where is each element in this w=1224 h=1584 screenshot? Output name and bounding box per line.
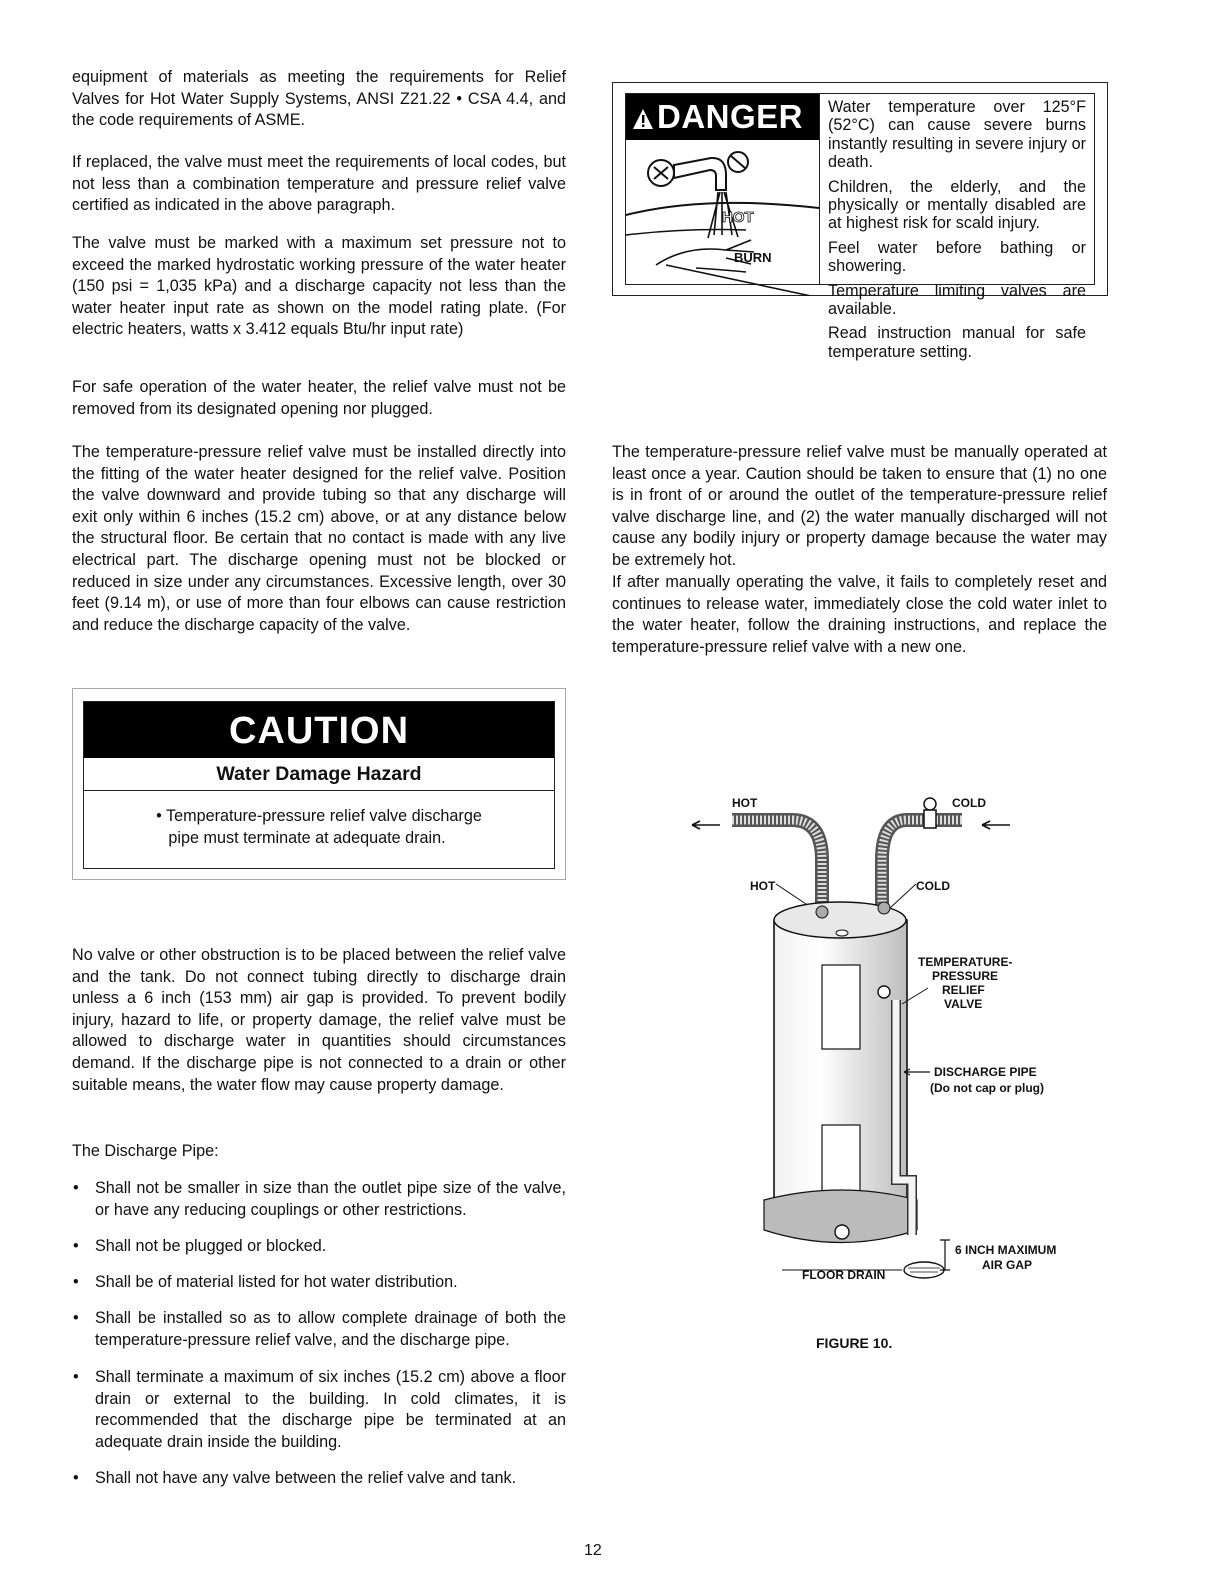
tpr-valve-label: PRESSURE	[932, 969, 999, 983]
discharge-pipe-heading: The Discharge Pipe:	[72, 1142, 219, 1160]
list-item: • Shall not have any valve between the relief valve and tank.	[72, 1468, 566, 1490]
hot-word: HOT	[722, 209, 754, 226]
figure-caption: FIGURE 10.	[816, 1335, 893, 1351]
cold-connection-label: COLD	[916, 879, 950, 893]
air-gap-label: AIR GAP	[982, 1258, 1033, 1272]
caution-body	[84, 791, 554, 849]
bullet-dot: •	[73, 1237, 79, 1255]
paragraph-replacement: If replaced, the valve must meet the requirements of local codes, but not less than a combination temperature and pressure relief valve certified as indicated in the above paragraph.	[72, 153, 566, 215]
caution-heading: CAUTION	[84, 702, 554, 758]
danger-message	[819, 94, 1094, 361]
paragraph-set-pressure: The valve must be marked with a maximum set pressure not to exceed the marked hydrostatic working pressure of the water heater (150 psi = 1,035 kPa) and a discharge capacity not less than the water heater input rate as shown on the model rating plate. (For electric heaters, watts x 3.412 equals Btu/hr input rate)	[72, 234, 566, 339]
danger-line: Read instruction manual for safe temperature setting.	[828, 324, 1086, 361]
bullet-dot: •	[73, 1469, 79, 1487]
bullet-dot: •	[73, 1309, 79, 1327]
discharge-pipe-label: DISCHARGE PIPE	[934, 1065, 1037, 1079]
caution-label	[72, 688, 566, 880]
list-item: • Shall not be plugged or blocked.	[72, 1236, 566, 1258]
caution-line: pipe must terminate at adequate drain.	[168, 828, 446, 847]
danger-line: Children, the elderly, and the physically or mentally disabled are at highest risk for scald injury.	[828, 177, 1086, 233]
danger-line: Water temperature over 125°F (52°C) can cause severe burns instantly resulting in severe injury or death.	[828, 98, 1086, 172]
danger-label	[612, 82, 1108, 361]
paragraph-manual-operation: The temperature-pressure relief valve must be manually operated at least once a year. Caution should be taken to ensure that (1) no one is in front of or around the outlet of the temperature-pressure relief valve discharge line, and (2) the water manually discharged will not cause any bodily injury or property damage because the water may be extremely hot.	[612, 443, 1107, 569]
paragraph-no-obstruction: No valve or other obstruction is to be placed between the relief valve and the tank. Do not connect tubing directly to discharge drain unless a 6 inch (153 mm) air gap is provided. To prevent bodily injury, hazard to life, or property damage, the relief valve must be allowed to discharge water in quantities should circumstances demand. If the discharge pipe is not connected to a drain or other suitable means, the water flow may cause property damage.	[72, 946, 566, 1094]
list-item: • Shall terminate a maximum of six inches (15.2 cm) above a floor drain or external to the building. In cold climates, it is recommended that the discharge pipe be terminated at an adequate drain inside the building.	[73, 1368, 566, 1451]
tpr-valve-label: TEMPERATURE-	[918, 955, 1013, 969]
danger-heading	[626, 94, 819, 140]
caution-line: • Temperature-pressure relief valve discharge	[156, 807, 482, 825]
hot-connection-label: HOT	[750, 879, 776, 893]
scald-illustration	[626, 140, 819, 296]
tpr-valve-label: VALVE	[944, 997, 983, 1011]
page-number: 12	[584, 1542, 602, 1559]
discharge-pipe-note: (Do not cap or plug)	[930, 1081, 1044, 1095]
danger-heading-text: DANGER	[657, 98, 804, 135]
warning-triangle-icon	[632, 96, 654, 142]
caution-subheading: Water Damage Hazard	[84, 758, 554, 791]
bullet-dot: •	[73, 1179, 79, 1197]
bullet-dot: •	[73, 1368, 79, 1386]
paragraph-installation: The temperature-pressure relief valve must be installed directly into the fitting of the water heater designed for the relief valve. Position the valve downward and provide tubing so that any discharge will exit only within 6 inches (15.2 cm) above, or at any distance below the structural floor. Be certain that no contact is made with any live electrical part. The discharge opening must not be blocked or reduced in size under any circumstances. Excessive length, over 30 feet (9.14 m), or use of more than four elbows can cause restriction and reduce the discharge capacity of the valve.	[72, 443, 566, 634]
hot-outlet-label: HOT	[732, 796, 758, 810]
air-gap-label: 6 INCH MAXIMUM	[955, 1243, 1057, 1257]
list-item: • Shall be of material listed for hot water distribution.	[72, 1272, 566, 1294]
water-heater-diagram	[672, 780, 1092, 1320]
floor-drain-label: FLOOR DRAIN	[802, 1268, 886, 1282]
paragraph-relief-valve-standards: equipment of materials as meeting the requirements for Relief Valves for Hot Water Supply Systems, ANSI Z21.22 • CSA 4.4, and the code requirements of ASME.	[72, 68, 566, 130]
cold-inlet-label: COLD	[952, 796, 986, 810]
danger-line: Temperature limiting valves are available.	[828, 281, 1086, 319]
list-item: • Shall be installed so as to allow complete drainage of both the temperature-pressure relief valve, and the discharge pipe.	[73, 1309, 566, 1349]
list-item: • Shall not be smaller in size than the outlet pipe size of the valve, or have any reducing couplings or other restrictions.	[73, 1179, 566, 1219]
danger-line: Feel water before bathing or showering.	[828, 238, 1086, 276]
paragraph-safe-operation: For safe operation of the water heater, the relief valve must not be removed from its designated opening nor plugged.	[72, 378, 566, 418]
paragraph-reset-failure: If after manually operating the valve, it fails to completely reset and continues to release water, immediately close the cold water inlet to the water heater, follow the draining instructions, and replace the temperature-pressure relief valve with a new one.	[612, 573, 1107, 656]
burn-word: BURN	[734, 250, 772, 265]
tpr-valve-label: RELIEF	[942, 983, 985, 997]
bullet-dot: •	[73, 1273, 79, 1291]
